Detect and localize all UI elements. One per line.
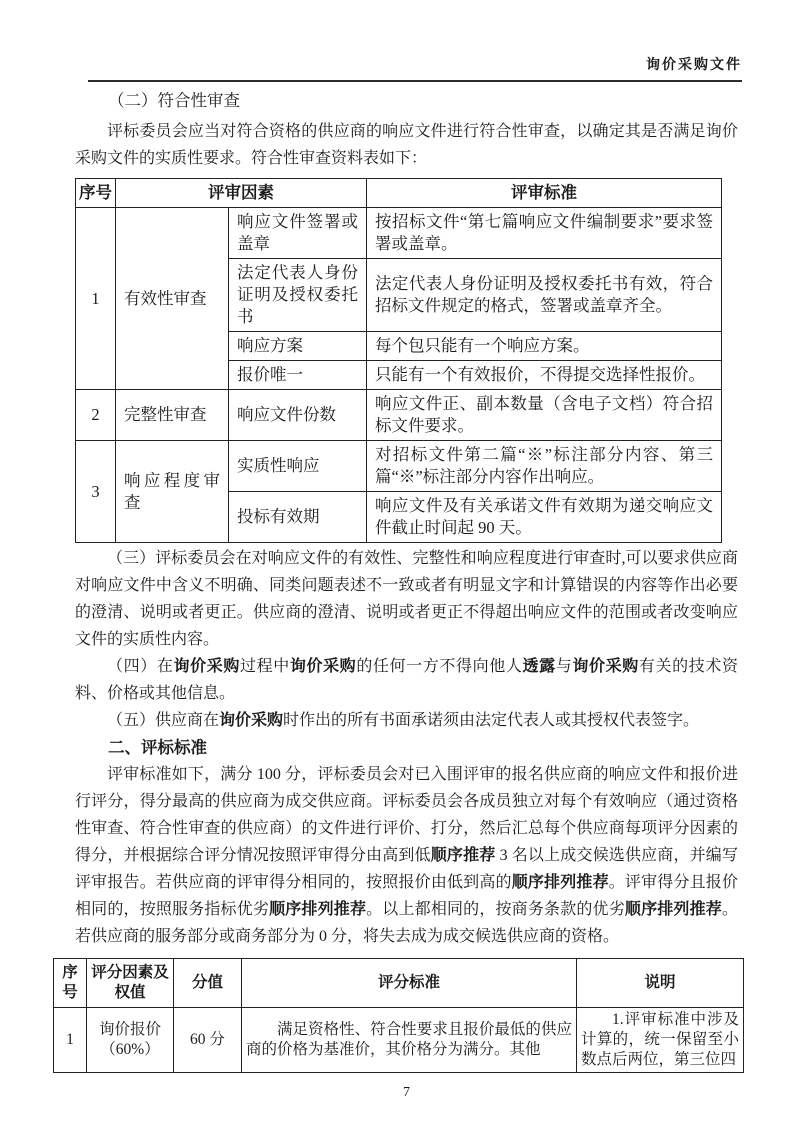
column-header-standard: 评审标准 <box>367 179 722 208</box>
section-heading-evaluation: 二、评标标准 <box>108 738 207 757</box>
row-factor: 法定代表人身份证明及授权委托书 <box>229 259 367 332</box>
table-row <box>54 1008 744 1073</box>
row-standard: 每个包只能有一个响应方案。 <box>367 332 722 361</box>
paragraph-clarification: （三）评标委员会在对响应文件的有效性、完整性和响应程度进行审查时,可以要求供应商对响应文件中含义不明确、同类问题表述不一致或者有明显文字和计算错误的内容等作出必要的澄清、说明或者更正。供应商的澄清、说明或者更正不得超出响应文件的范围或者改变响应文件的实质性内容。 <box>75 550 738 648</box>
text-run: 时作出的所有书面承诺须由法定代表人或其授权代表签字。 <box>283 712 700 729</box>
column-header-score: 分值 <box>174 959 242 1008</box>
text-run: 有关的技术资料、价格或其他信息。 <box>75 658 738 702</box>
row-factor: 响应文件签署或盖章 <box>229 208 367 259</box>
text-run: 的任何一方不得向他人 <box>356 658 523 675</box>
row-number: 2 <box>76 390 116 441</box>
header-title: 询价采购文件 <box>646 58 742 73</box>
text-run: 透露 <box>522 658 556 675</box>
text-run: 顺序排列推荐 <box>511 874 609 891</box>
row-number: 3 <box>76 441 116 543</box>
row-note: 1.评审标准中涉及计算的，统一保留至小数点后两位，第三位四 <box>577 1008 744 1073</box>
text-run: 。以上都相同的，按商务条款的优劣 <box>366 901 625 918</box>
page-number: 7 <box>403 1085 410 1100</box>
column-header-note: 说明 <box>577 959 744 1008</box>
row-factor-weight: 询价报价（60%） <box>87 1008 174 1073</box>
paragraph-confidentiality <box>75 653 738 707</box>
text-run: 顺序排列推荐 <box>269 901 367 918</box>
row-number: 1 <box>54 1008 87 1073</box>
text-run: 顺序排列推荐 <box>624 901 722 918</box>
table-row <box>76 390 722 441</box>
row-factor: 实质性响应 <box>229 441 367 492</box>
page-header <box>88 54 742 82</box>
column-header-factor: 评审因素 <box>116 179 367 208</box>
row-category: 完整性审查 <box>116 390 229 441</box>
compliance-review-table <box>75 178 722 543</box>
row-factor: 报价唯一 <box>229 361 367 390</box>
section-heading-compliance: （二）符合性审查 <box>108 91 240 110</box>
table-row <box>76 441 722 492</box>
row-standard: 满足资格性、符合性要求且报价最低的供应商的价格为基准价，其价格分为满分。其他 <box>242 1008 577 1073</box>
row-standard: 按招标文件“第七篇响应文件编制要求”要求签署或盖章。 <box>367 208 722 259</box>
row-factor: 响应文件份数 <box>229 390 367 441</box>
scoring-standard-table <box>53 958 744 1073</box>
row-number: 1 <box>76 208 116 390</box>
text-run: 询价采购 <box>289 658 357 675</box>
text-run: 询价采购 <box>173 658 240 675</box>
text-run: 过程中 <box>239 658 290 675</box>
text-run: 顺序推荐 <box>430 847 496 864</box>
paragraph-written-commitment <box>75 707 738 734</box>
text-run: 询价采购 <box>572 658 639 675</box>
table-header-row <box>54 959 744 1008</box>
table-row <box>76 208 722 259</box>
text-run: （五）供应商在 <box>107 712 220 729</box>
compliance-intro-paragraph: 评标委员会应当对符合资格的供应商的响应文件进行符合性审查，以确定其是否满足询价采购文件的实质性要求。符合性审查资料表如下： <box>75 123 738 167</box>
column-header-factor-weight: 评分因素及权值 <box>87 959 174 1008</box>
row-score: 60 分 <box>174 1008 242 1073</box>
row-category: 响应程度审查 <box>116 441 229 543</box>
page-content <box>62 88 739 1106</box>
column-header-standard: 评分标准 <box>242 959 577 1008</box>
row-factor: 投标有效期 <box>229 492 367 543</box>
row-standard: 法定代表人身份证明及授权委托书有效，符合招标文件规定的格式，签署或盖章齐全。 <box>367 259 722 332</box>
table-header-row <box>76 179 722 208</box>
text-run: （四）在 <box>107 658 174 675</box>
text-run: 。评审得分且报价相同的，按照服务指标优劣 <box>75 874 738 918</box>
column-header-no: 序号 <box>54 959 87 1008</box>
row-factor: 响应方案 <box>229 332 367 361</box>
column-header-no: 序号 <box>76 179 116 208</box>
text-run: 评审标准如下，满分 100 分，评标委员会对已入围评审的报名供应商的响应文件和报价进行评分，得分最高的供应商为成交供应商。评标委员会各成员独立对每个有效响应（通过资格性审查、符合性审查的供应商）的文件进行评价、打分，然后汇总每个供应商每项评分因素的得分，并根据综合评分情况按照评审得分由高到低 <box>75 766 738 864</box>
evaluation-standard-paragraph <box>75 761 738 950</box>
row-standard: 对招标文件第二篇“※”标注部分内容、第三篇“※”标注部分内容作出响应。 <box>367 441 722 492</box>
text-run: 。若供应商的服务部分或商务部分为 0 分，将失去成为成交候选供应商的资格。 <box>75 901 738 945</box>
text-run: 与 <box>555 658 573 675</box>
row-category: 有效性审查 <box>116 208 229 390</box>
row-standard: 只能有一个有效报价，不得提交选择性报价。 <box>367 361 722 390</box>
row-standard: 响应文件正、副本数量（含电子文档）符合招标文件要求。 <box>367 390 722 441</box>
row-standard: 响应文件及有关承诺文件有效期为递交响应文件截止时间起 90 天。 <box>367 492 722 543</box>
text-run: 3 名以上成交候选供应商，并编写评审报告。若供应商的评审得分相同的，按照报价由低到高的 <box>75 847 738 891</box>
text-run: 询价采购 <box>219 712 284 729</box>
